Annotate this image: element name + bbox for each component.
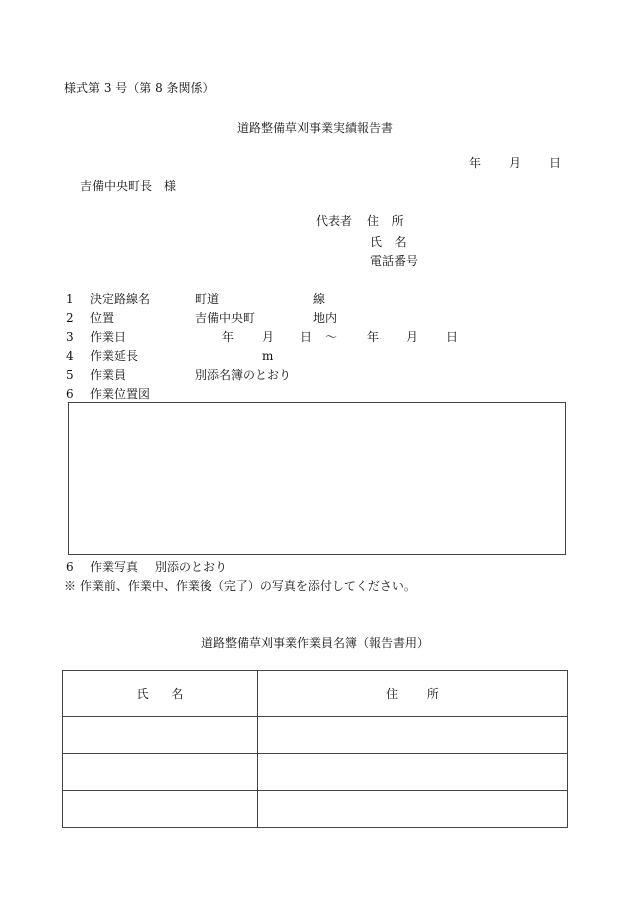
representative-label: 代表者 (316, 214, 353, 228)
table-row (63, 791, 568, 828)
item-label-route: 決定路線名 (90, 292, 151, 306)
photos-value: 別添のとおり (155, 560, 228, 574)
item-label-work-date: 作業日 (90, 330, 127, 344)
roster-header-address (258, 671, 568, 717)
roster-header-name (63, 671, 258, 717)
addressee: 吉備中央町長 様 (80, 179, 177, 193)
roster-address-cell[interactable] (258, 717, 568, 754)
item-label-photos: 作業写真 (90, 560, 139, 574)
work-end-day: 日 (446, 330, 459, 344)
worker-roster-table (62, 670, 568, 828)
roster-address-cell[interactable] (258, 754, 568, 791)
item-number: 4 (66, 349, 74, 363)
work-end-month: 月 (406, 330, 419, 344)
table-row (63, 754, 568, 791)
location-suffix: 地内 (313, 311, 338, 325)
route-suffix: 線 (313, 292, 326, 306)
roster-header-row (63, 671, 568, 717)
work-location-map-box[interactable] (68, 402, 566, 555)
roster-name-cell[interactable] (63, 754, 258, 791)
representative-address-label: 住所 (367, 214, 417, 228)
item-number: 5 (66, 368, 74, 382)
item-label-location: 位置 (90, 311, 115, 325)
item-number: 3 (66, 330, 74, 344)
date-month-label: 月 (509, 156, 522, 170)
roster-header-name-text: 氏名 (136, 686, 207, 701)
roster-header-address-text: 住所 (386, 686, 468, 701)
location-prefix: 吉備中央町 (195, 311, 256, 325)
form-number: 様式第 3 号（第 8 条関係） (64, 81, 215, 95)
item-number: 2 (66, 311, 74, 325)
work-start-day: 日 (300, 330, 313, 344)
date-range-separator: ～ (325, 330, 338, 344)
roster-name-cell[interactable] (63, 717, 258, 754)
table-row (63, 717, 568, 754)
work-start-year: 年 (222, 330, 235, 344)
photo-note: ※ 作業前、作業中、作業後（完了）の写真を添付してください。 (64, 579, 416, 593)
work-end-year: 年 (367, 330, 380, 344)
item-label-work-length: 作業延長 (90, 349, 139, 363)
roster-title: 道路整備草刈事業作業員名簿（報告書用） (200, 636, 429, 650)
date-day-label: 日 (549, 156, 562, 170)
item-number: 6 (66, 387, 74, 401)
item-number: 6 (66, 560, 74, 574)
item-number: 1 (66, 292, 74, 306)
roster-name-cell[interactable] (63, 791, 258, 828)
item-label-work-map: 作業位置図 (90, 387, 151, 401)
report-title: 道路整備草刈事業実績報告書 (236, 121, 393, 135)
length-unit: m (262, 349, 274, 363)
representative-phone-label: 電話番号 (370, 254, 419, 268)
date-year-label: 年 (469, 156, 482, 170)
work-start-month: 月 (262, 330, 275, 344)
roster-address-cell[interactable] (258, 791, 568, 828)
representative-name-label: 氏名 (370, 235, 420, 249)
route-prefix: 町道 (195, 292, 220, 306)
item-label-workers: 作業員 (90, 368, 127, 382)
workers-value: 別添名簿のとおり (195, 368, 292, 382)
